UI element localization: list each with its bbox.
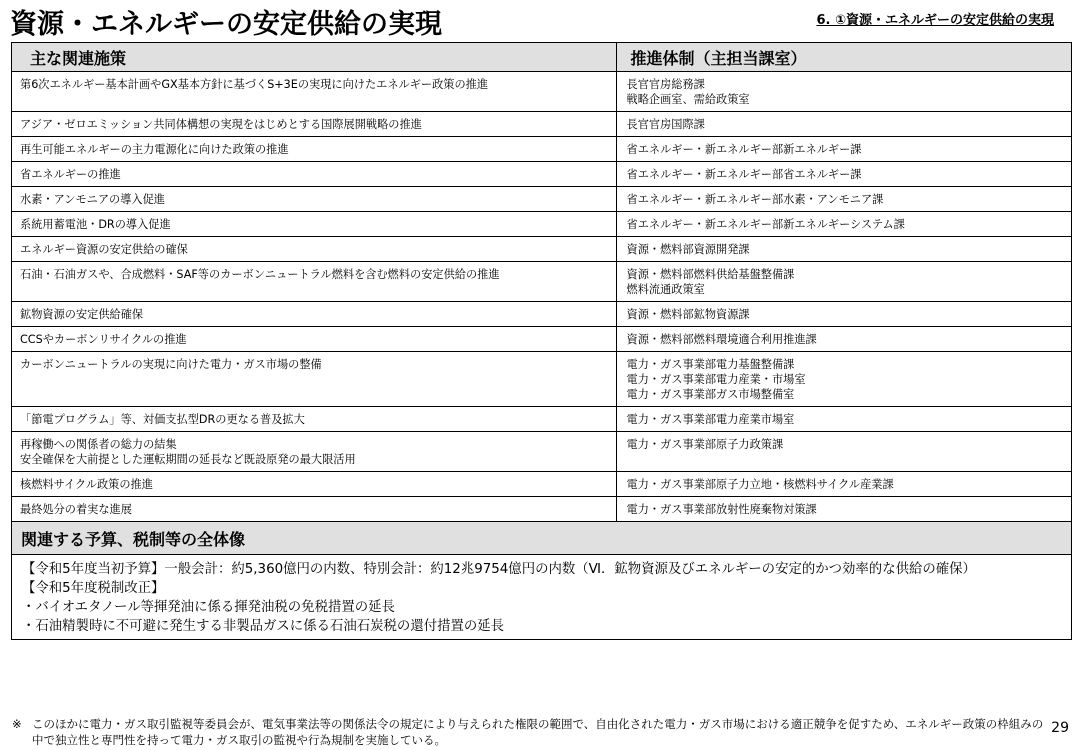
department-cell: 資源・燃料部鉱物資源課 (616, 302, 1071, 327)
footnote-text: このほかに電力・ガス取引監視等委員会が、電気事業法等の関係法令の規定により与えられた権限の範囲で、自由化された電力・ガス市場における適正競争を促すため、エネルギー政策の枠組みの中で独立性と専門性を持って電力・ガス取引の監視や行為規制を実施している。 (32, 717, 1044, 747)
measure-cell: カーボンニュートラルの実現に向けた電力・ガス市場の整備 (12, 352, 616, 407)
section-reference: 6. ①資源・エネルギーの安定供給の実現 (816, 13, 1054, 28)
department-cell: 省エネルギー・新エネルギー部新エネルギーシステム課 (616, 212, 1071, 237)
department-cell: 電力・ガス事業部放射性廃棄物対策課 (616, 497, 1071, 522)
footnote-mark: ※ (12, 717, 22, 731)
department-cell: 長官官房総務課 戦略企画室、需給政策室 (616, 72, 1071, 112)
budget-heading: 関連する予算、税制等の全体像 (12, 521, 1071, 555)
table-row (12, 497, 1071, 522)
column-header-department: 推進体制（主担当課室） (616, 43, 1071, 72)
measure-cell: CCSやカーボンリサイクルの推進 (12, 327, 616, 352)
table-row (12, 112, 1071, 137)
table-row (12, 237, 1071, 262)
measure-cell: 石油・石油ガスや、合成燃料・SAF等のカーボンニュートラル燃料を含む燃料の安定供給の推進 (12, 262, 616, 302)
table-body (12, 72, 1071, 522)
measure-cell: 省エネルギーの推進 (12, 162, 616, 187)
measure-cell: エネルギー資源の安定供給の確保 (12, 237, 616, 262)
budget-line: ・石油精製時に不可避に発生する非製品ガスに係る石油石炭税の還付措置の延長 (22, 619, 505, 634)
department-cell: 電力・ガス事業部原子力政策課 (616, 432, 1071, 472)
footnote (12, 716, 1047, 748)
budget-line: 【令和5年度税制改正】 (22, 581, 165, 596)
table-row (12, 72, 1071, 112)
department-cell: 電力・ガス事業部原子力立地・核燃料サイクル産業課 (616, 472, 1071, 497)
department-cell: 長官官房国際課 (616, 112, 1071, 137)
department-cell: 省エネルギー・新エネルギー部省エネルギー課 (616, 162, 1071, 187)
budget-line: 【令和5年度当初予算】一般会計：約5,360億円の内数、特別会計：約12兆9754億円の内数（Ⅵ．鉱物資源及びエネルギーの安定的かつ効率的な供給の確保） (22, 562, 976, 577)
measure-cell: 最終処分の着実な進展 (12, 497, 616, 522)
budget-line: ・バイオエタノール等揮発油に係る揮発油税の免税措置の延長 (22, 600, 395, 615)
measure-cell: アジア・ゼロエミッション共同体構想の実現をはじめとする国際展開戦略の推進 (12, 112, 616, 137)
measure-cell: 第6次エネルギー基本計画やGX基本方針に基づくS+3Eの実現に向けたエネルギー政策の推進 (20, 78, 489, 91)
measure-cell: 再生可能エネルギーの主力電源化に向けた政策の推進 (12, 137, 616, 162)
table-row (12, 472, 1071, 497)
content-frame (11, 42, 1072, 640)
table-row (12, 407, 1071, 432)
measure-cell: 水素・アンモニアの導入促進 (12, 187, 616, 212)
department-cell: 電力・ガス事業部電力基盤整備課 電力・ガス事業部電力産業・市場室 電力・ガス事業部ガス市場整備室 (616, 352, 1071, 407)
department-cell: 資源・燃料部資源開発課 (616, 237, 1071, 262)
measure-cell: 再稼働への関係者の総力の結集 安全確保を大前提とした運転期間の延長など既設原発の最大限活用 (12, 432, 616, 472)
page-number: 29 (1051, 720, 1069, 736)
measure-cell: 核燃料サイクル政策の推進 (12, 472, 616, 497)
budget-body (12, 555, 1071, 639)
measure-cell: 「節電プログラム」等、対価支払型DRの更なる普及拡大 (12, 407, 616, 432)
measure-cell: 鉱物資源の安定供給確保 (12, 302, 616, 327)
measures-table (12, 43, 1071, 521)
table-row (12, 352, 1071, 407)
department-cell: 電力・ガス事業部電力産業市場室 (616, 407, 1071, 432)
table-row (12, 187, 1071, 212)
department-cell: 省エネルギー・新エネルギー部新エネルギー課 (616, 137, 1071, 162)
department-cell: 資源・燃料部燃料環境適合利用推進課 (616, 327, 1071, 352)
table-header-row (12, 43, 1071, 72)
page-title: 資源・エネルギーの安定供給の実現 (10, 9, 442, 40)
department-cell: 省エネルギー・新エネルギー部水素・アンモニア課 (616, 187, 1071, 212)
table-row (12, 327, 1071, 352)
table-row (12, 262, 1071, 302)
department-cell: 資源・燃料部燃料供給基盤整備課 燃料流通政策室 (616, 262, 1071, 302)
table-row (12, 212, 1071, 237)
measure-cell: 系統用蓄電池・DRの導入促進 (12, 212, 616, 237)
table-row (12, 302, 1071, 327)
column-header-measures: 主な関連施策 (12, 43, 616, 72)
table-row (12, 137, 1071, 162)
table-row (12, 162, 1071, 187)
table-row (12, 432, 1071, 472)
